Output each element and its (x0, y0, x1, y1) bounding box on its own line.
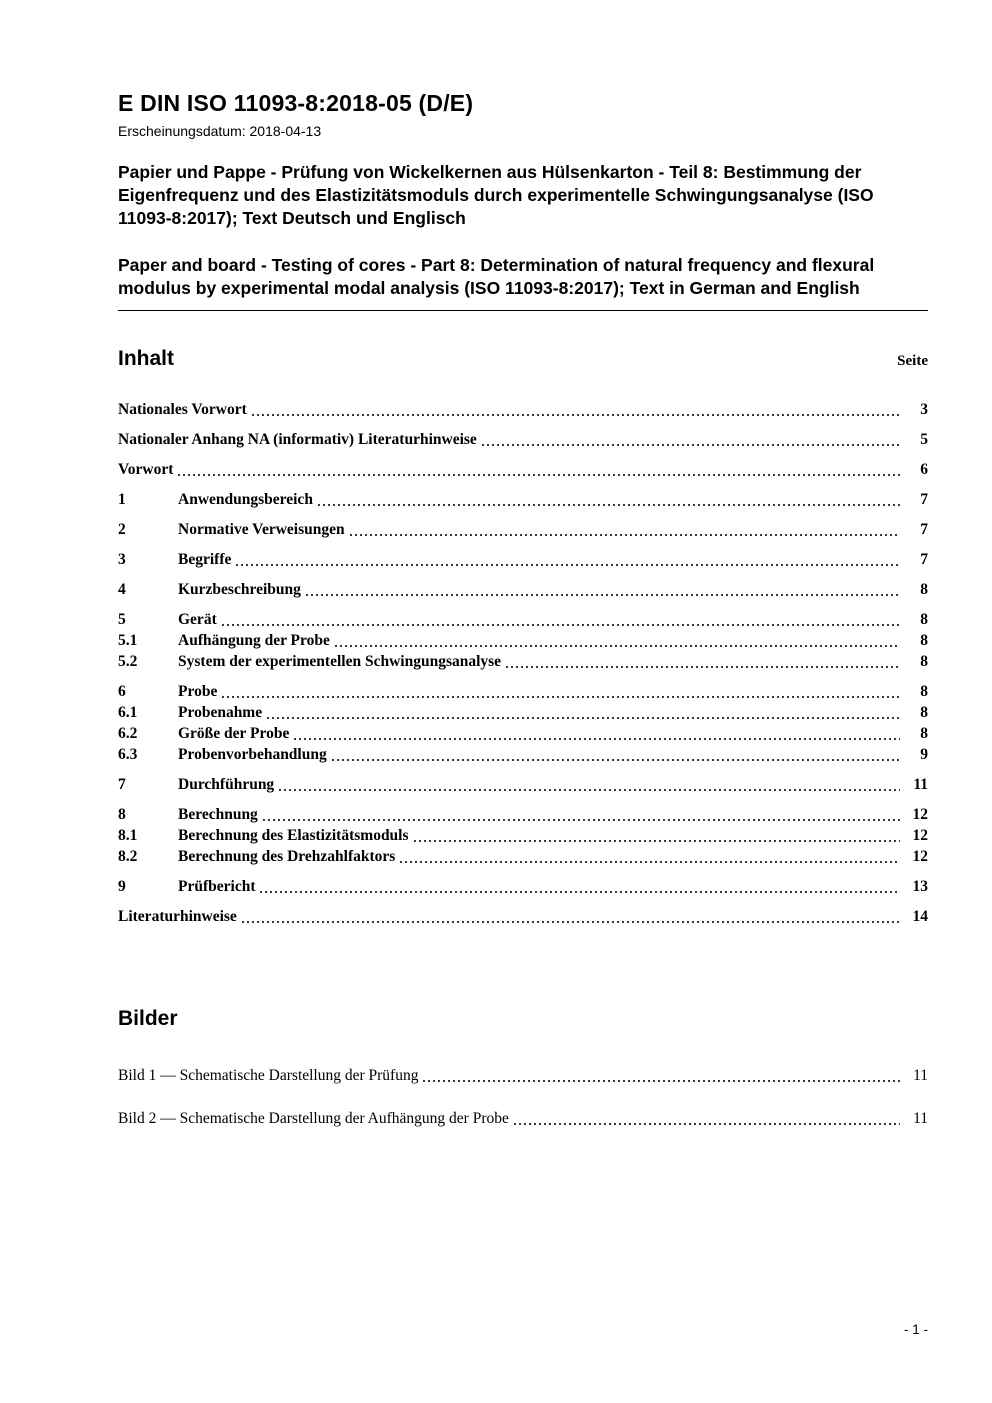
dot-leader (260, 889, 900, 894)
dot-leader (350, 532, 900, 537)
toc-entry-page: 12 (912, 827, 928, 845)
release-date: Erscheinungsdatum: 2018-04-13 (118, 123, 322, 139)
toc-entry-label: Berechnung (178, 806, 258, 824)
toc-entry-label: System der experimentellen Schwingungsanalyse (178, 653, 502, 671)
toc-entry (118, 609, 928, 630)
toc-entry-number: 4 (118, 581, 126, 599)
toc-entry-number: 5.1 (118, 632, 138, 650)
dot-leader (252, 412, 900, 417)
toc-header (118, 347, 928, 371)
toc-entry-label: Aufhängung der Probe (178, 632, 330, 650)
toc-entry-label: Literaturhinweise (118, 908, 237, 926)
toc-entry-label: Größe der Probe (178, 725, 290, 743)
toc-entry-number: 8 (118, 806, 126, 824)
toc-entry-label: Anwendungsbereich (178, 491, 313, 509)
figure-entry (118, 1108, 928, 1129)
dot-leader (506, 664, 900, 669)
table-of-contents (118, 399, 928, 927)
toc-entry-page: 8 (920, 632, 928, 650)
dot-leader (267, 715, 900, 720)
document-page (118, 0, 928, 1129)
figures-heading: Bilder (118, 1007, 178, 1031)
toc-entry-label: Gerät (178, 611, 217, 629)
toc-heading: Inhalt (118, 347, 174, 371)
toc-entry (118, 489, 928, 510)
figure-entry-page: 11 (913, 1067, 928, 1085)
dot-leader (318, 502, 900, 507)
toc-entry-page: 14 (912, 908, 928, 926)
dot-leader (400, 859, 900, 864)
toc-entry (118, 579, 928, 600)
toc-entry-number: 8.2 (118, 848, 138, 866)
toc-entry-number: 5 (118, 611, 126, 629)
toc-entry-label: Probenahme (178, 704, 263, 722)
toc-entry-number: 1 (118, 491, 126, 509)
toc-entry (118, 651, 928, 672)
toc-entry-number: 3 (118, 551, 126, 569)
toc-entry-label: Nationales Vorwort (118, 401, 247, 419)
toc-entry-page: 7 (920, 521, 928, 539)
toc-entry (118, 630, 928, 651)
dot-leader (279, 787, 900, 792)
toc-entry (118, 702, 928, 723)
toc-entry (118, 681, 928, 702)
dot-leader (335, 643, 900, 648)
toc-entry (118, 723, 928, 744)
toc-entry-page: 7 (920, 491, 928, 509)
toc-entry (118, 549, 928, 570)
dot-leader (242, 919, 900, 924)
toc-entry-label: Normative Verweisungen (178, 521, 345, 539)
dot-leader (178, 472, 900, 477)
page-number-footer: - 1 - (903, 1322, 928, 1337)
toc-entry (118, 774, 928, 795)
toc-entry-label: Kurzbeschreibung (178, 581, 301, 599)
dot-leader (294, 736, 900, 741)
toc-entry-page: 7 (920, 551, 928, 569)
toc-entry-label: Probe (178, 683, 218, 701)
dot-leader (306, 592, 900, 597)
toc-entry-page: 12 (912, 848, 928, 866)
toc-entry-page: 11 (913, 776, 928, 794)
figure-entry (118, 1065, 928, 1086)
toc-entry (118, 429, 928, 450)
dot-leader (222, 622, 900, 627)
title-german: Papier und Pappe - Prüfung von Wickelkernen aus Hülsenkarton - Teil 8: Bestimmung der Eigenfrequenz und des Elastizitätsmoduls durch experimentelle Schwingungsanalyse (ISO 11093-8:2017); Text Deutsch und Englisch (118, 162, 874, 229)
toc-entry-label: Berechnung des Elastizitätsmoduls (178, 827, 409, 845)
toc-entry-page: 8 (920, 704, 928, 722)
toc-entry-label: Begriffe (178, 551, 232, 569)
title-english: Paper and board - Testing of cores - Part 8: Determination of natural frequency and flexural modulus by experimental modal analysis (ISO 11093-8:2017); Text in German and English (118, 255, 875, 299)
dot-leader (263, 817, 900, 822)
toc-entry-number: 9 (118, 878, 126, 896)
dot-leader (482, 442, 900, 447)
toc-entry (118, 744, 928, 765)
toc-entry (118, 825, 928, 846)
toc-entry-page: 12 (912, 806, 928, 824)
figure-entry-label: Bild 2 — Schematische Darstellung der Aufhängung der Probe (118, 1110, 509, 1128)
toc-entry-number: 5.2 (118, 653, 138, 671)
toc-entry-label: Nationaler Anhang NA (informativ) Literaturhinweise (118, 431, 477, 449)
toc-entry (118, 519, 928, 540)
toc-entry-page: 13 (912, 878, 928, 896)
toc-entry (118, 876, 928, 897)
toc-entry-label: Probenvorbehandlung (178, 746, 327, 764)
dot-leader (423, 1078, 900, 1083)
document-title: E DIN ISO 11093-8:2018-05 (D/E) (118, 90, 474, 116)
toc-entry (118, 804, 928, 825)
toc-entry-label: Berechnung des Drehzahlfaktors (178, 848, 396, 866)
dot-leader (332, 757, 900, 762)
toc-entry-label: Prüfbericht (178, 878, 256, 896)
dot-leader (222, 694, 900, 699)
toc-entry-label: Durchführung (178, 776, 275, 794)
toc-entry-number: 6.3 (118, 746, 138, 764)
toc-entry-number: 8.1 (118, 827, 138, 845)
toc-entry-label: Vorwort (118, 461, 174, 479)
toc-entry-page: 8 (920, 683, 928, 701)
dot-leader (514, 1121, 900, 1126)
toc-entry-page: 8 (920, 725, 928, 743)
dot-leader (236, 562, 900, 567)
toc-entry-number: 2 (118, 521, 126, 539)
toc-entry-page: 5 (920, 431, 928, 449)
figures-list (118, 1065, 928, 1129)
toc-entry-number: 6.1 (118, 704, 138, 722)
toc-entry-number: 6 (118, 683, 126, 701)
dot-leader (414, 838, 900, 843)
toc-entry (118, 459, 928, 480)
toc-entry-page: 9 (920, 746, 928, 764)
toc-entry (118, 399, 928, 420)
toc-entry-page: 8 (920, 581, 928, 599)
toc-entry-page: 8 (920, 611, 928, 629)
toc-entry (118, 906, 928, 927)
toc-entry-number: 6.2 (118, 725, 138, 743)
toc-entry-number: 7 (118, 776, 126, 794)
toc-entry-page: 6 (920, 461, 928, 479)
figure-entry-page: 11 (913, 1110, 928, 1128)
divider-rule (118, 310, 928, 311)
toc-entry (118, 846, 928, 867)
figure-entry-label: Bild 1 — Schematische Darstellung der Prüfung (118, 1067, 419, 1085)
toc-page-column-label: Seite (897, 353, 928, 370)
toc-entry-page: 8 (920, 653, 928, 671)
toc-entry-page: 3 (920, 401, 928, 419)
